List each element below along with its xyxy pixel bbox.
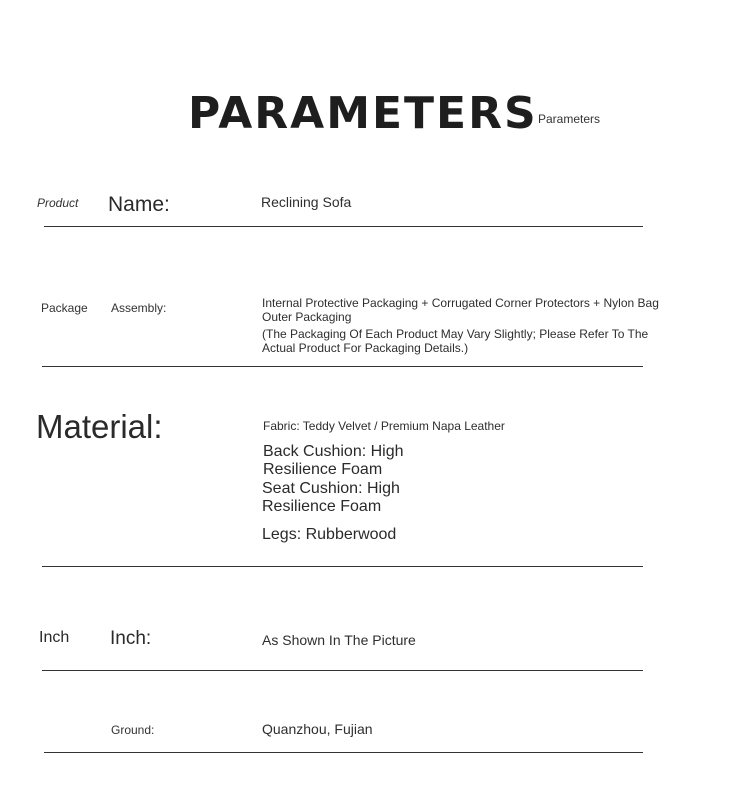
product-name-value: Reclining Sofa [261, 194, 352, 210]
package-label: Package [41, 301, 88, 315]
ground-value: Quanzhou, Fujian [262, 721, 373, 737]
inch-label: Inch [39, 629, 70, 646]
inch-value: As Shown In The Picture [262, 632, 416, 648]
page-title: PARAMETERS [188, 88, 538, 139]
page-subtitle: Parameters [538, 112, 601, 126]
row-divider [42, 670, 643, 671]
inch-label-secondary: Inch: [110, 628, 152, 649]
material-back-cushion: Back Cushion: High Resilience Foam [263, 443, 404, 478]
name-label: Name: [108, 193, 170, 216]
material-fabric: Fabric: Teddy Velvet / Premium Napa Leather [263, 419, 505, 433]
row-divider [42, 566, 643, 567]
row-divider [44, 226, 643, 227]
assembly-label: Assembly: [111, 301, 167, 315]
row-divider [42, 366, 643, 367]
product-label: Product [37, 196, 79, 210]
package-assembly-value: Internal Protective Packaging + Corrugated Corner Protectors + Nylon Bag Outer Packaging [262, 296, 659, 324]
material-label: Material: [36, 408, 163, 445]
material-seat-cushion: Seat Cushion: High Resilience Foam [262, 480, 400, 515]
ground-label: Ground: [111, 723, 155, 737]
material-legs: Legs: Rubberwood [262, 526, 397, 543]
row-divider [44, 752, 643, 753]
package-note: (The Packaging Of Each Product May Vary Slightly; Please Refer To The Actual Product For Packaging Details.) [262, 327, 649, 355]
